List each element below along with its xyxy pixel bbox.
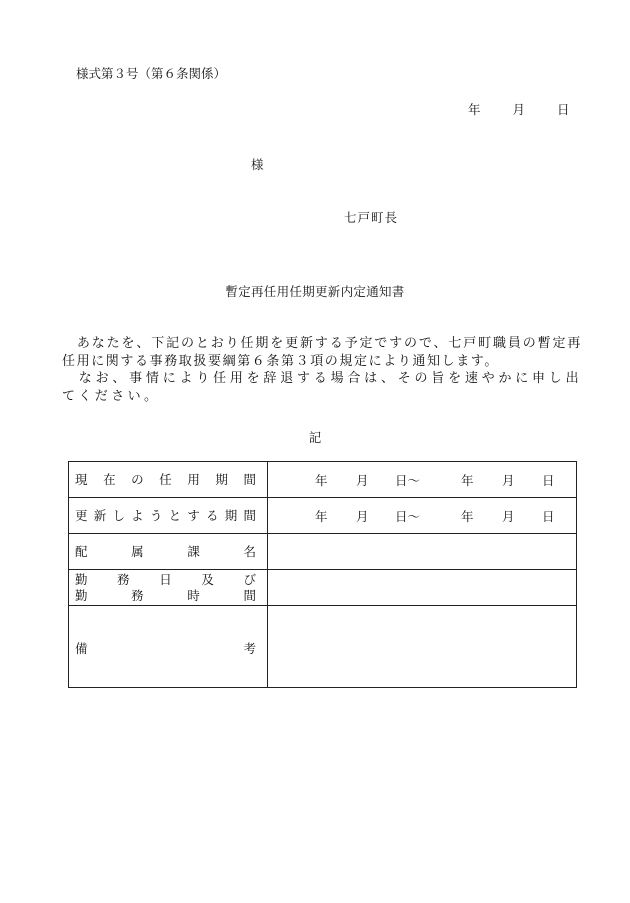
label-char: 名 (243, 543, 256, 559)
renewal-period-value: 年 月 日〜 年 月 日 (268, 498, 577, 534)
label-char: 日 (159, 571, 172, 587)
label-char: 期 (224, 507, 238, 523)
label-char: 更 (75, 507, 88, 523)
table-row (69, 498, 577, 534)
table-row (69, 570, 577, 606)
label-char: 務 (131, 587, 144, 603)
detail-table (68, 461, 577, 688)
row-label-renewal-period (69, 498, 268, 534)
label-char: 間 (243, 507, 256, 523)
label-char: 課 (187, 543, 200, 559)
row-label-text (75, 472, 256, 488)
label-char: 勤 (75, 571, 88, 587)
work-schedule-value (268, 570, 577, 606)
sender: 七戸町長 (344, 210, 399, 225)
notice-body (62, 335, 582, 405)
document-title: 暫定再任用任期更新内定通知書 (225, 284, 405, 299)
row-label-current-period (69, 462, 268, 498)
row-label-text (75, 588, 256, 604)
label-char: 間 (243, 587, 256, 603)
body-paragraph-2: なお、事情により任用を辞退する場合は、その旨を速やかに申し出てください。 (62, 371, 582, 404)
ki-heading: 記 (308, 430, 322, 445)
row-label-department (69, 534, 268, 570)
date-month: 月 (512, 102, 526, 117)
label-char: 備 (75, 641, 88, 656)
label-char: 考 (243, 641, 256, 656)
date-year: 年 (468, 102, 481, 117)
body-paragraph-1: あなたを、下記のとおり任期を更新する予定ですので、七戸町職員の暫定再任用に関する事務取扱要綱第６条第３項の規定により通知します。 (62, 336, 582, 369)
label-char: び (243, 571, 256, 587)
department-value (268, 534, 577, 570)
label-char: る (206, 507, 219, 523)
row-label-remarks (69, 606, 268, 688)
label-char: 及 (201, 571, 214, 587)
issue-date (468, 100, 570, 118)
current-period-value: 年 月 日〜 年 月 日 (268, 462, 577, 498)
row-label-text (75, 572, 256, 588)
label-char: の (131, 471, 144, 487)
label-char: す (187, 507, 200, 523)
form-number: 様式第３号（第６条関係） (76, 66, 227, 81)
label-char: 配 (75, 543, 88, 559)
label-char: 時 (187, 587, 200, 603)
label-char: 間 (243, 471, 256, 487)
table-row (69, 606, 577, 688)
label-char: 任 (159, 471, 172, 487)
date-day: 日 (557, 102, 570, 117)
remarks-value (268, 606, 577, 688)
label-char: 属 (131, 543, 144, 559)
label-char: う (149, 507, 163, 523)
label-char: 現 (75, 471, 88, 487)
table-row (69, 534, 577, 570)
label-char: 務 (117, 571, 130, 587)
label-char: よ (131, 507, 144, 523)
label-char: 勤 (75, 587, 88, 603)
row-label-text (75, 544, 256, 560)
label-char: 用 (187, 471, 200, 487)
label-char: 在 (103, 471, 116, 487)
row-label-text (75, 508, 256, 524)
addressee: 様 (251, 157, 264, 172)
row-label-text (75, 641, 256, 657)
label-char: し (112, 507, 125, 523)
row-label-work-schedule (69, 570, 268, 606)
label-char: 新 (93, 507, 107, 523)
label-char: と (168, 507, 182, 523)
label-char: 期 (215, 471, 228, 487)
table-row (69, 462, 577, 498)
